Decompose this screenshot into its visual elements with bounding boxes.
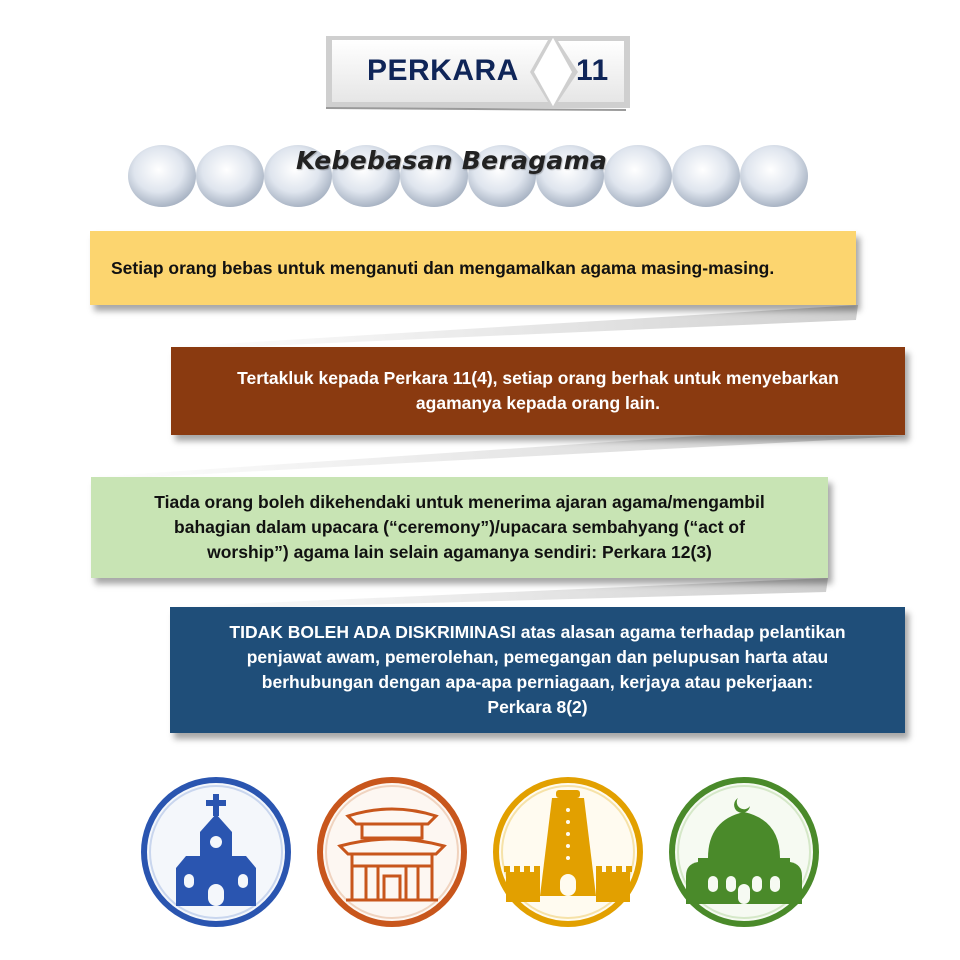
box-2-line: agamanya kepada orang lain. [415,393,661,413]
box-4-line: berhubungan dengan apa-apa perniagaan, kerjaya atau pekerjaan: [261,672,814,692]
ribbon-3-4 [170,578,828,610]
bubble [672,145,740,207]
mosque-icon [668,776,820,928]
box-4-line: penjawat awam, pemerolehan, pemegangan dan pelupusan harta atau [246,647,829,668]
ribbon-1-2 [170,305,858,350]
box-4-line: Perkara 8(2) [487,696,588,717]
bubble [128,145,196,207]
chinese-temple-icon [316,776,468,928]
box-1-line: Setiap orang bebas untuk menganuti dan mengamalkan agama masing-masing. [111,257,775,278]
bubble [740,145,808,207]
box-4-line-rest: atas alasan agama terhadap pelantikan [515,622,846,643]
statement-box-3 [91,477,828,578]
statement-box-4 [170,607,905,733]
discrimination-emphasis: TIDAK BOLEH ADA DISKRIMINASI [229,622,516,643]
badge-number: 11 [576,54,609,87]
hindu-temple-icon [492,776,644,928]
badge-label: PERKARA [367,54,519,87]
box-3-line: bahagian dalam upacara (“ceremony”)/upacara sembahyang (“act of [174,517,745,538]
header-badge [322,32,632,112]
ribbon-2-3 [92,435,905,480]
bubble [196,145,264,207]
statement-box-2 [171,347,905,435]
statement-box-1 [90,231,856,305]
box-4-line [229,620,845,645]
subtitle: Kebebasan Beragama [296,146,608,175]
box-2-line: Tertakluk kepada Perkara 11(4), setiap orang berhak untuk menyebarkan [237,368,839,389]
church-icon [140,776,292,928]
bubble [604,145,672,207]
box-3-line: worship”) agama lain selain agamanya sendiri: Perkara 12(3) [207,541,712,562]
box-3-line: Tiada orang boleh dikehendaki untuk menerima ajaran agama/mengambil [154,492,765,513]
